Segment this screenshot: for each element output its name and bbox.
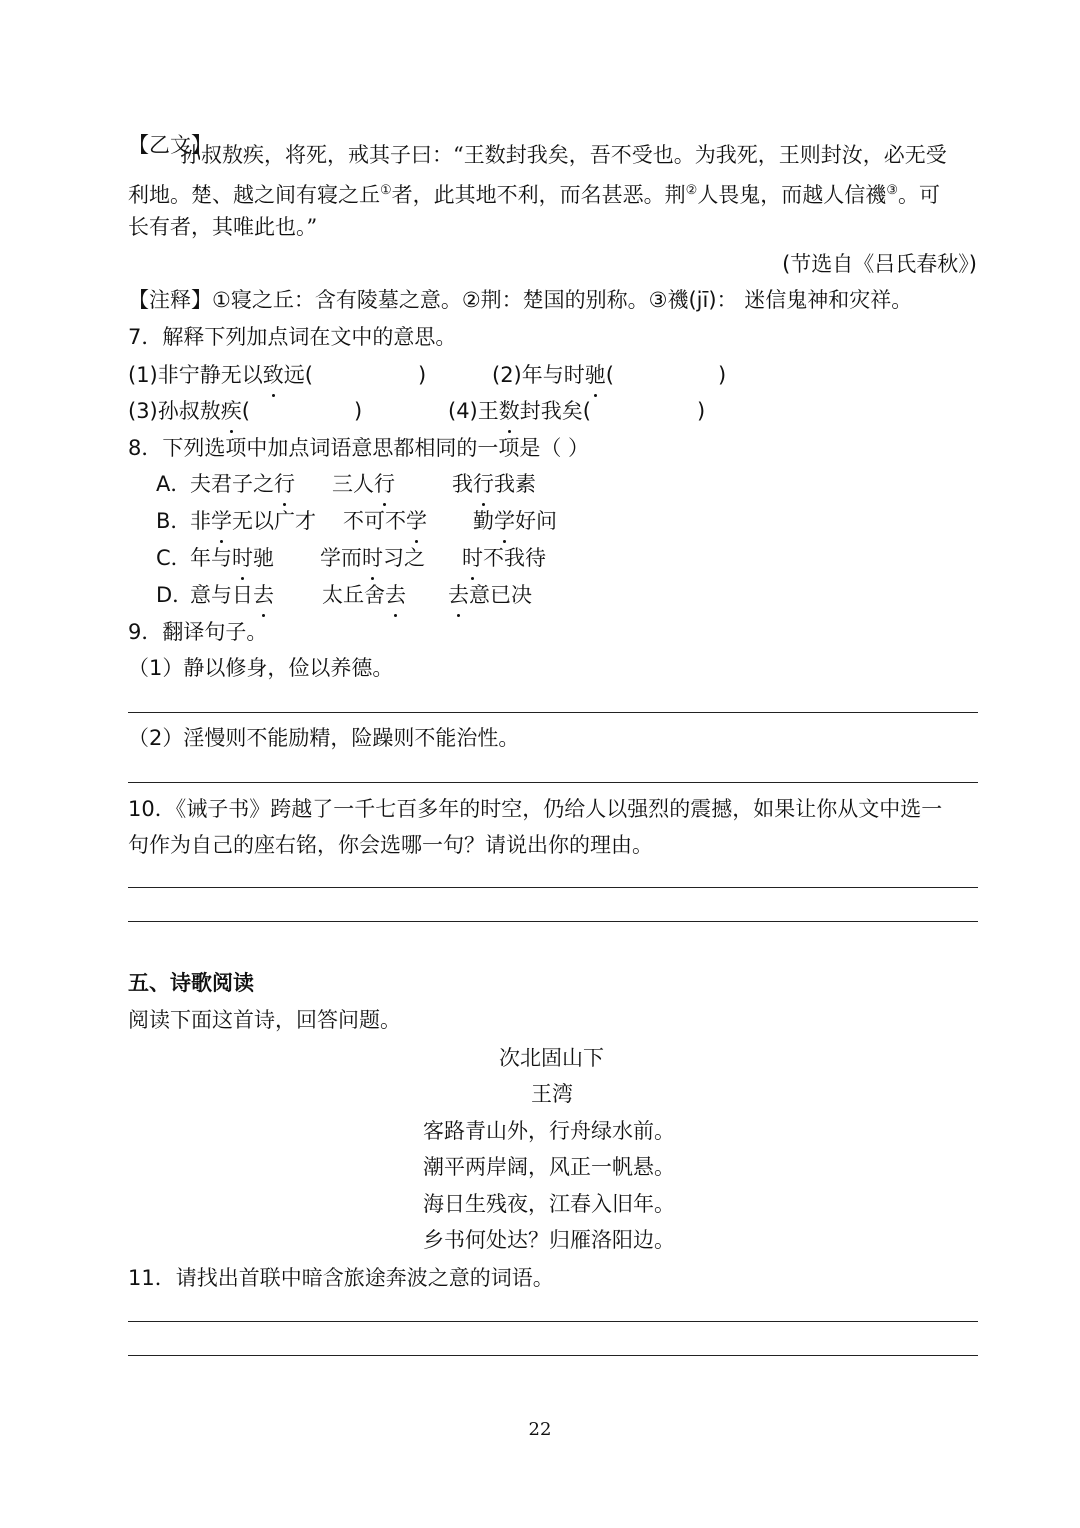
q9-stem: 9．翻译句子。 xyxy=(128,620,268,644)
yiwen-heading: 【乙文】 xyxy=(128,133,212,157)
q8-option-c-3: 时不我待 xyxy=(462,543,546,573)
q9-sentence-2: （2）淫慢则不能励精，险躁则不能治性。 xyxy=(128,726,520,750)
yiwen-line-2: 利地。楚、越之间有寝之丘①者，此其地不利，而名甚恶。荆②人畏鬼，而越人信禨③。可 xyxy=(128,183,940,207)
poem-author: 王湾 xyxy=(531,1082,573,1106)
section-5-intro: 阅读下面这首诗，回答问题。 xyxy=(128,1008,401,1032)
q10-line-1: 10．《诫子书》跨越了一千七百多年的时空，仍给人以强烈的震撼，如果让你从文中选一 xyxy=(128,797,943,821)
q7-item-1: (1)非宁静无以致远( xyxy=(128,360,313,390)
q7-item-2: (2)年与时驰( xyxy=(492,360,614,390)
q7-item-3: (3)孙叔敖疾( xyxy=(128,396,250,426)
poem-title: 次北固山下 xyxy=(499,1046,604,1070)
answer-line[interactable] xyxy=(128,1321,978,1322)
q7-stem: 7．解释下列加点词在文中的意思。 xyxy=(128,325,457,349)
yiwen-line-3: 长有者，其唯此也。” xyxy=(128,215,318,239)
q8-option-a: A．夫君子之行 xyxy=(156,469,295,499)
q7-item-2-close: ) xyxy=(718,363,727,387)
q11-stem: 11．请找出首联中暗含旅途奔波之意的词语。 xyxy=(128,1266,554,1290)
q10-line-2: 句作为自己的座右铭，你会选哪一句？请说出你的理由。 xyxy=(128,833,653,857)
q8-option-b-2: 不可不学 xyxy=(343,506,427,536)
q8-option-d: D．意与日去 xyxy=(156,580,274,610)
q7-item-4-close: ) xyxy=(697,399,706,423)
q7-item-3-close: ) xyxy=(354,399,363,423)
poem-line: 客路青山外，行舟绿水前。 xyxy=(423,1119,675,1143)
q8-option-b: B．非学无以广才 xyxy=(156,506,316,536)
q9-sentence-1: （1）静以修身，俭以养德。 xyxy=(128,656,394,680)
q8-option-a-2: 三人行 xyxy=(332,469,395,499)
yiwen-notes: 【注释】①寝之丘：含有陵墓之意。②荆：楚国的别称。③禨(jī)： 迷信鬼神和灾祥。 xyxy=(128,288,913,312)
poem-line: 潮平两岸阔，风正一帆悬。 xyxy=(423,1155,675,1179)
q8-option-d-2: 太丘舍去 xyxy=(322,580,406,610)
answer-line[interactable] xyxy=(128,921,978,922)
answer-line[interactable] xyxy=(128,712,978,713)
q8-option-b-3: 勤学好问 xyxy=(473,506,557,536)
poem-line: 乡书何处达？归雁洛阳边。 xyxy=(423,1228,675,1252)
q8-option-a-3: 我行我素 xyxy=(452,469,536,499)
answer-line[interactable] xyxy=(128,1355,978,1356)
q8-option-d-3: 去意已决 xyxy=(448,580,532,610)
q8-option-c: C．年与时驰 xyxy=(156,543,274,573)
q8-option-c-2: 学而时习之 xyxy=(320,543,425,573)
q7-item-4: (4)王数封我矣( xyxy=(448,396,591,426)
answer-line[interactable] xyxy=(128,782,978,783)
answer-line[interactable] xyxy=(128,887,978,888)
yiwen-source: (节选自《吕氏春秋》) xyxy=(782,252,977,276)
q7-item-1-close: ) xyxy=(418,363,427,387)
page-number: 22 xyxy=(528,1419,552,1440)
q8-stem: 8．下列选项中加点词语意思都相同的一项是（ ） xyxy=(128,436,590,460)
poem-line: 海日生残夜，江春入旧年。 xyxy=(423,1192,675,1216)
yiwen-line-1: 孙叔敖疾，将死，戒其子曰：“王数封我矣，吾不受也。为我死，王则封汝，必无受 xyxy=(180,143,947,167)
section-5-heading: 五、诗歌阅读 xyxy=(128,970,254,995)
